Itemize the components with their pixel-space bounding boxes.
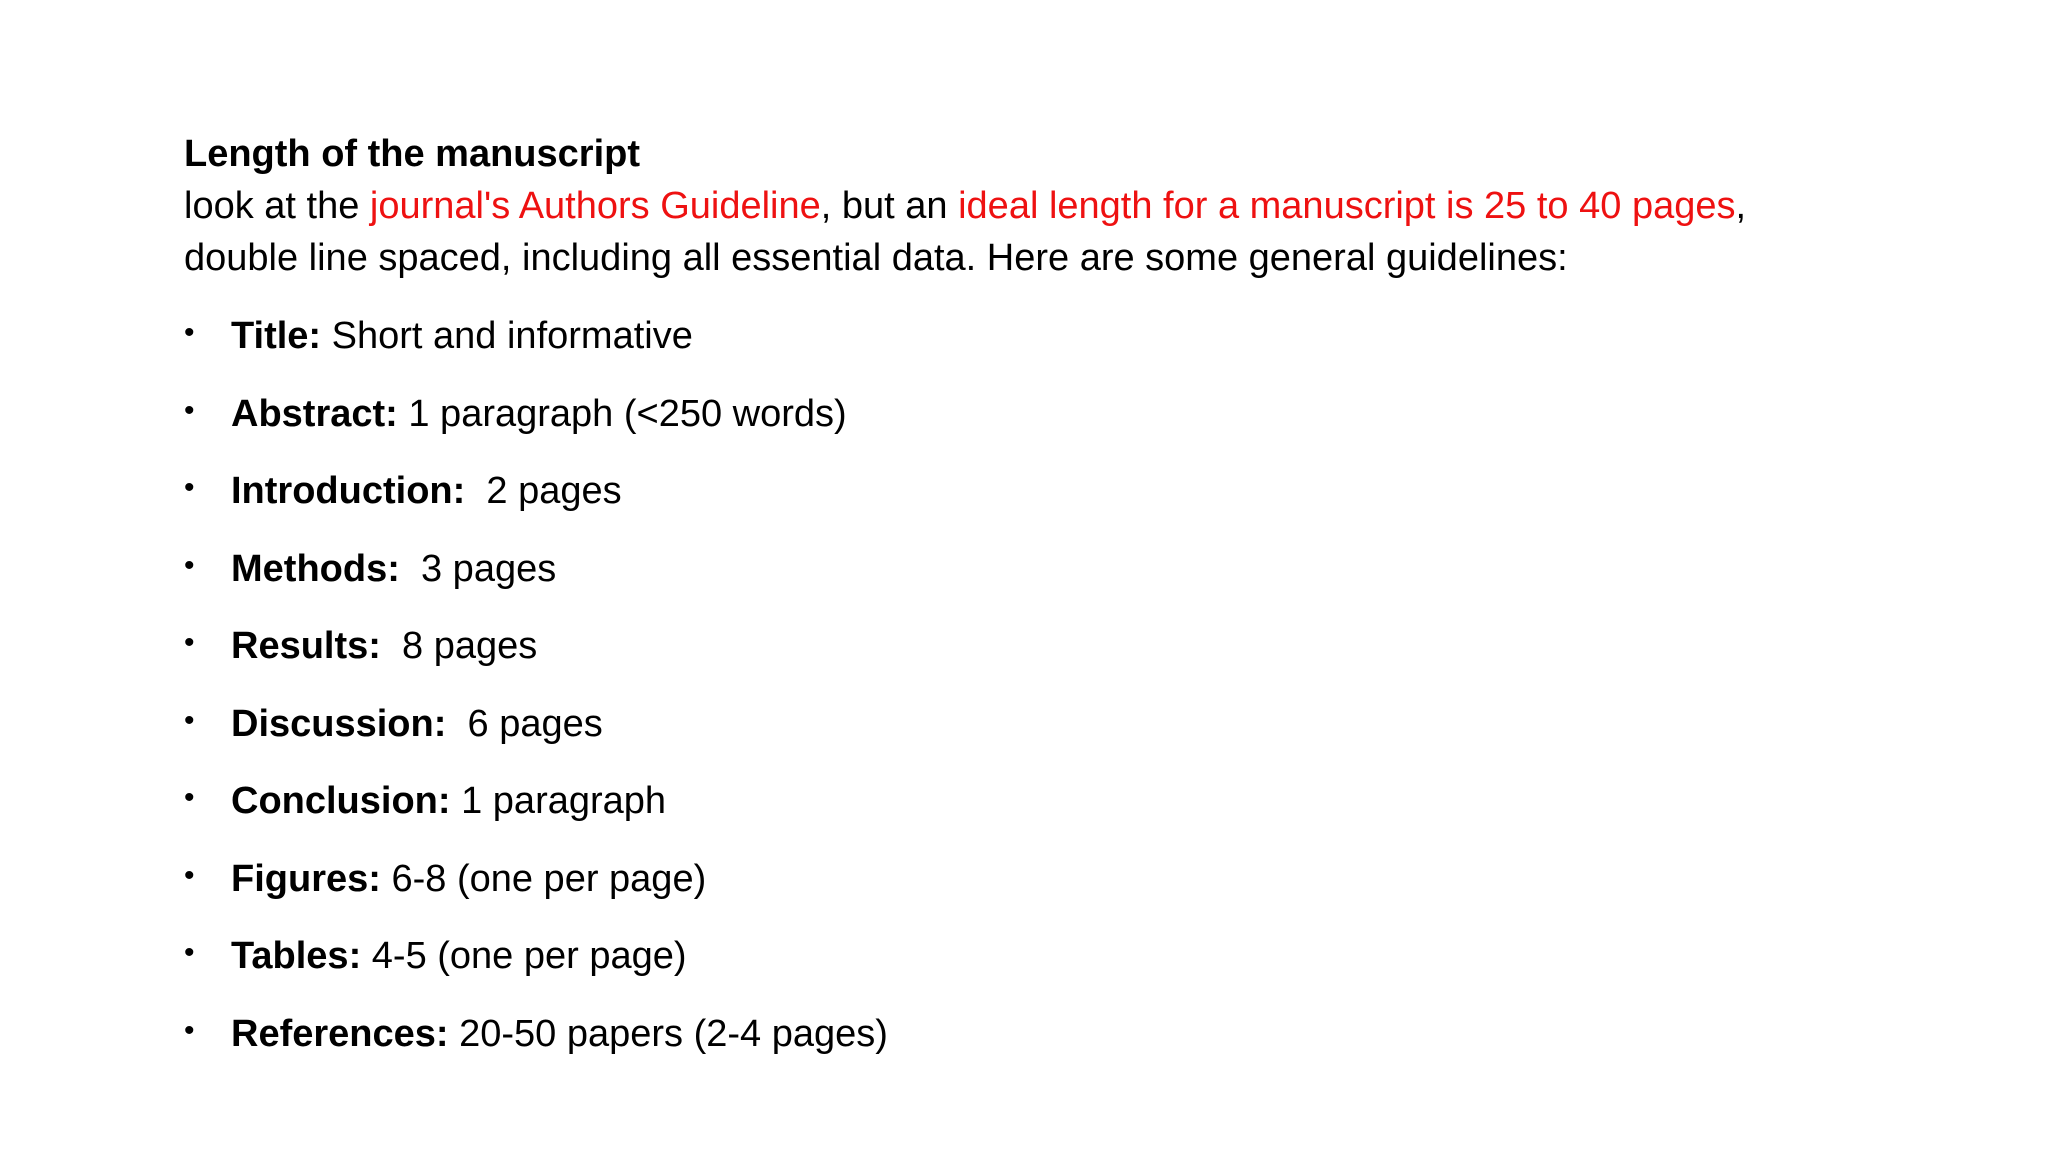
bullet-icon: • bbox=[184, 781, 195, 814]
item-term: Figures: bbox=[231, 857, 381, 900]
list-item bbox=[184, 465, 1904, 517]
bullet-icon: • bbox=[184, 393, 195, 427]
item-term: Title: bbox=[231, 315, 322, 357]
list-item bbox=[184, 698, 1904, 750]
list-item bbox=[184, 930, 1904, 982]
bullet-icon: • bbox=[184, 936, 195, 969]
bullet-icon: • bbox=[184, 703, 195, 737]
item-text: 2 pages bbox=[465, 470, 622, 512]
item-term: Abstract: bbox=[231, 392, 398, 435]
item-text: 3 pages bbox=[399, 547, 557, 590]
bullet-icon: • bbox=[184, 858, 195, 892]
intro-text-2: , but an bbox=[820, 185, 959, 227]
guideline-list bbox=[184, 310, 1904, 1060]
item-text: 20-50 papers (2-4 pages) bbox=[448, 1012, 888, 1055]
list-item bbox=[184, 853, 1904, 905]
item-term: Results: bbox=[231, 625, 381, 667]
intro-paragraph bbox=[184, 180, 1904, 284]
list-item bbox=[184, 388, 1904, 440]
item-text: 6-8 (one per page) bbox=[380, 857, 707, 900]
item-term: Conclusion: bbox=[231, 780, 451, 822]
list-item bbox=[184, 1008, 1904, 1060]
item-text: 1 paragraph (<250 words) bbox=[397, 392, 847, 435]
authors-guideline-text: journal's Authors Guideline bbox=[369, 185, 821, 227]
bullet-icon: • bbox=[184, 626, 195, 659]
intro-text-1: look at the bbox=[184, 185, 370, 227]
item-text: 6 pages bbox=[446, 702, 603, 745]
item-term: Tables: bbox=[231, 935, 362, 977]
list-item bbox=[184, 620, 1904, 672]
bullet-icon: • bbox=[184, 471, 195, 504]
bullet-icon: • bbox=[184, 548, 195, 582]
list-item bbox=[184, 310, 1904, 362]
item-term: Discussion: bbox=[231, 702, 447, 745]
item-term: Introduction: bbox=[231, 470, 466, 512]
slide-content bbox=[184, 128, 1904, 1085]
item-text: 4-5 (one per page) bbox=[361, 935, 687, 977]
intro-text-3: , bbox=[1735, 185, 1747, 227]
item-term: Methods: bbox=[231, 547, 400, 590]
bullet-icon: • bbox=[184, 316, 195, 349]
list-item bbox=[184, 543, 1904, 595]
item-text: 1 paragraph bbox=[450, 780, 667, 822]
item-term: References: bbox=[231, 1012, 449, 1055]
bullet-icon: • bbox=[184, 1013, 195, 1047]
intro-text-line2: double line spaced, including all essential data. Here are some general guidelines: bbox=[184, 237, 1568, 279]
item-text: 8 pages bbox=[380, 625, 538, 667]
ideal-length-text: ideal length for a manuscript is 25 to 40 pages bbox=[958, 185, 1736, 227]
list-item bbox=[184, 775, 1904, 827]
section-heading: Length of the manuscript bbox=[184, 133, 640, 175]
item-text: Short and informative bbox=[321, 315, 693, 357]
